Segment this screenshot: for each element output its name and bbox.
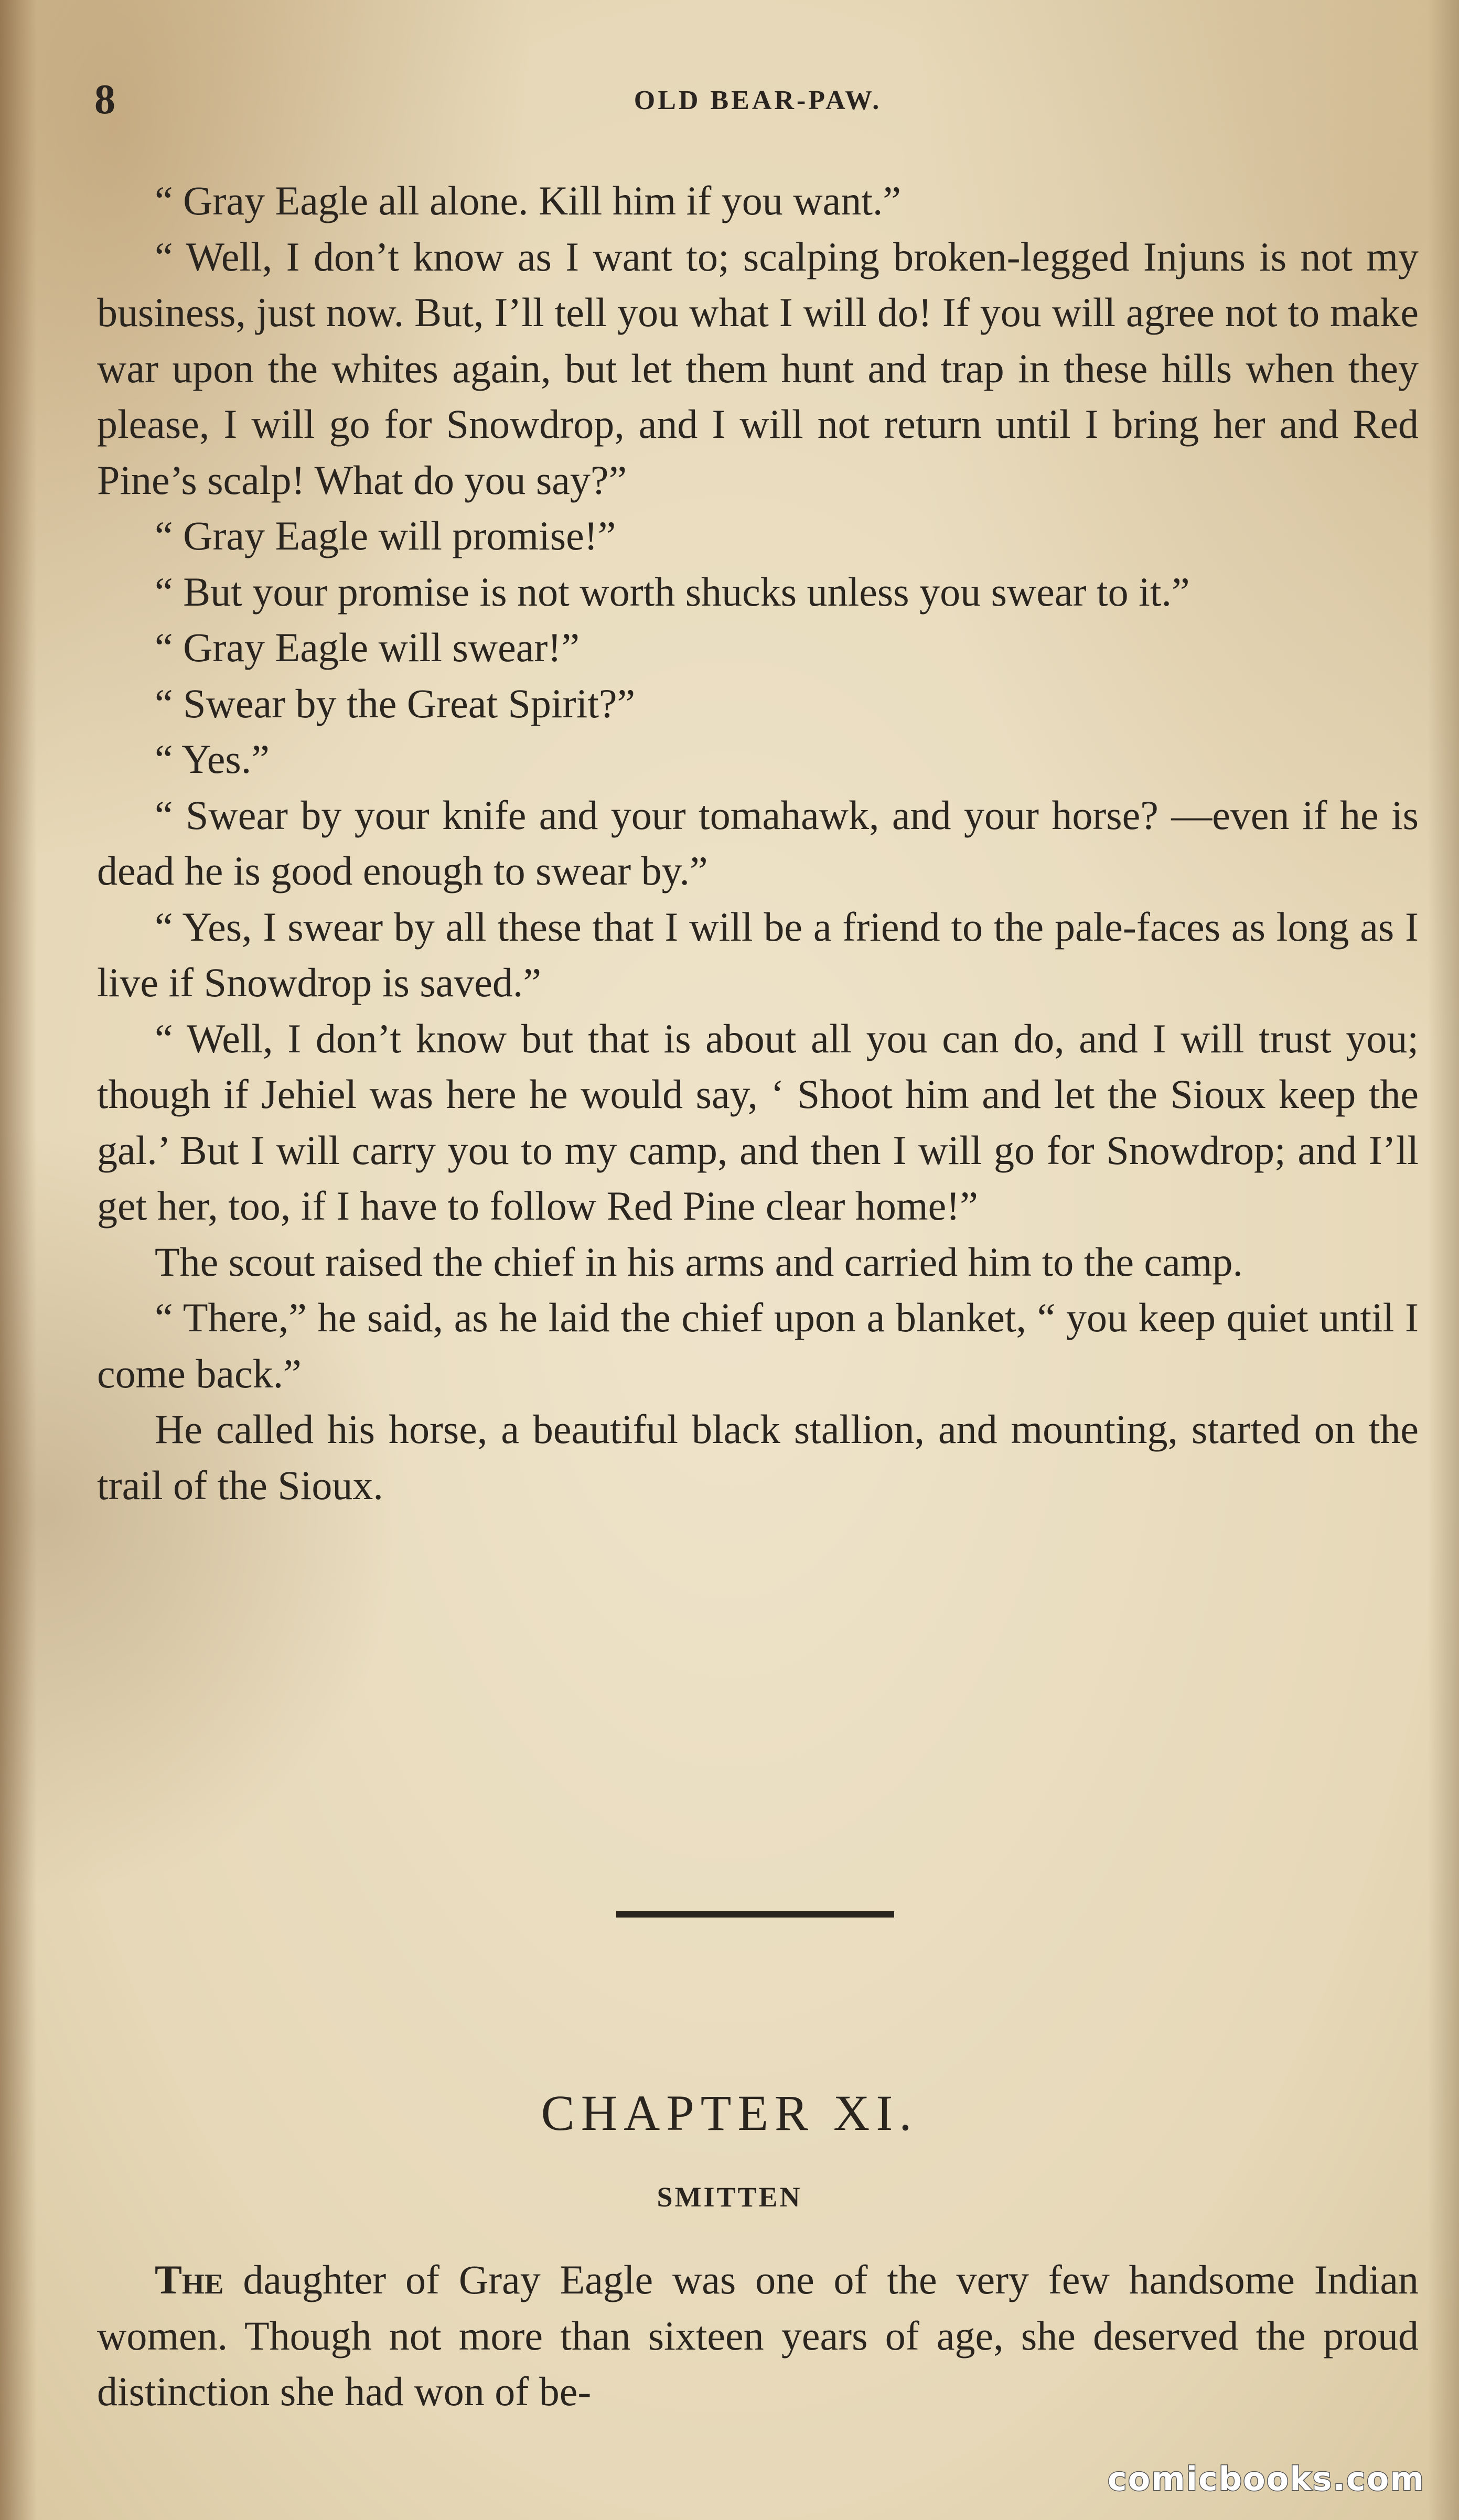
page-edge-shadow-left xyxy=(0,0,37,2520)
chapter-lead-word: The xyxy=(155,2257,224,2302)
paragraph: “ Gray Eagle all alone. Kill him if you want.” xyxy=(155,178,902,223)
site-watermark: comicbooks.com xyxy=(1107,2460,1425,2498)
paragraph: “ But your promise is not worth shucks unless you swear to it.” xyxy=(155,568,1190,615)
paragraph: “ Yes, I swear by all these that I will be a friend to the pale-faces as long as I live if Snowdrop is saved.” xyxy=(97,903,1419,1005)
chapter-subtitle: SMITTEN xyxy=(657,2181,802,2213)
chapter-opening-text xyxy=(97,2252,1419,2420)
paragraph: “ Gray Eagle will promise!” xyxy=(155,513,616,558)
chapter-heading: CHAPTER XI. xyxy=(541,2085,918,2141)
running-head xyxy=(94,79,1421,121)
paragraph: “ Gray Eagle will swear!” xyxy=(155,624,580,670)
chapter-paragraph-text: daughter of Gray Eagle was one of the very few handsome Indian women. Though not more than sixteen years of age, she deserved the proud distinction she had won of be- xyxy=(97,2257,1419,2414)
paragraph: “ Swear by the Great Spirit?” xyxy=(155,680,636,726)
paragraph: He called his horse, a beautiful black stallion, and mounting, started on the trail of the Sioux. xyxy=(97,1406,1419,1508)
page-edge-shadow-right xyxy=(1428,0,1459,2520)
body-text xyxy=(97,173,1419,1513)
paragraph: “ Yes.” xyxy=(155,736,270,782)
paragraph: “ There,” he said, as he laid the chief upon a blanket, “ you keep quiet until I come back.” xyxy=(97,1295,1419,1396)
section-divider-rule xyxy=(616,1911,894,1918)
running-title: OLD BEAR-PAW. xyxy=(634,85,882,115)
chapter-paragraph xyxy=(97,2252,1419,2420)
paragraph: “ Well, I don’t know as I want to; scalping broken-legged Injuns is not my business, just now. But, I’ll tell you what I will do! If you will agree not to make war upon the whites again, but let them hunt and trap in these hills when they please, I will go for Snowdrop, and I will not return until I bring her and Red Pine’s scalp! What do you say?” xyxy=(97,233,1419,503)
paragraph: The scout raised the chief in his arms and carried him to the camp. xyxy=(155,1239,1243,1285)
page-number: 8 xyxy=(94,77,115,123)
paragraph: “ Well, I don’t know but that is about all you can do, and I will trust you; though if Jehiel was here he would say, ‘ Shoot him and let the Sioux keep the gal.’ But I will carry you to my camp, and then I will go for Snowdrop; and I’ll get her, too, if I have to follow Red Pine clear home!” xyxy=(97,1015,1419,1229)
paragraph: “ Swear by your knife and your tomahawk, and your horse? —even if he is dead he is good enough to swear by.” xyxy=(97,792,1419,893)
